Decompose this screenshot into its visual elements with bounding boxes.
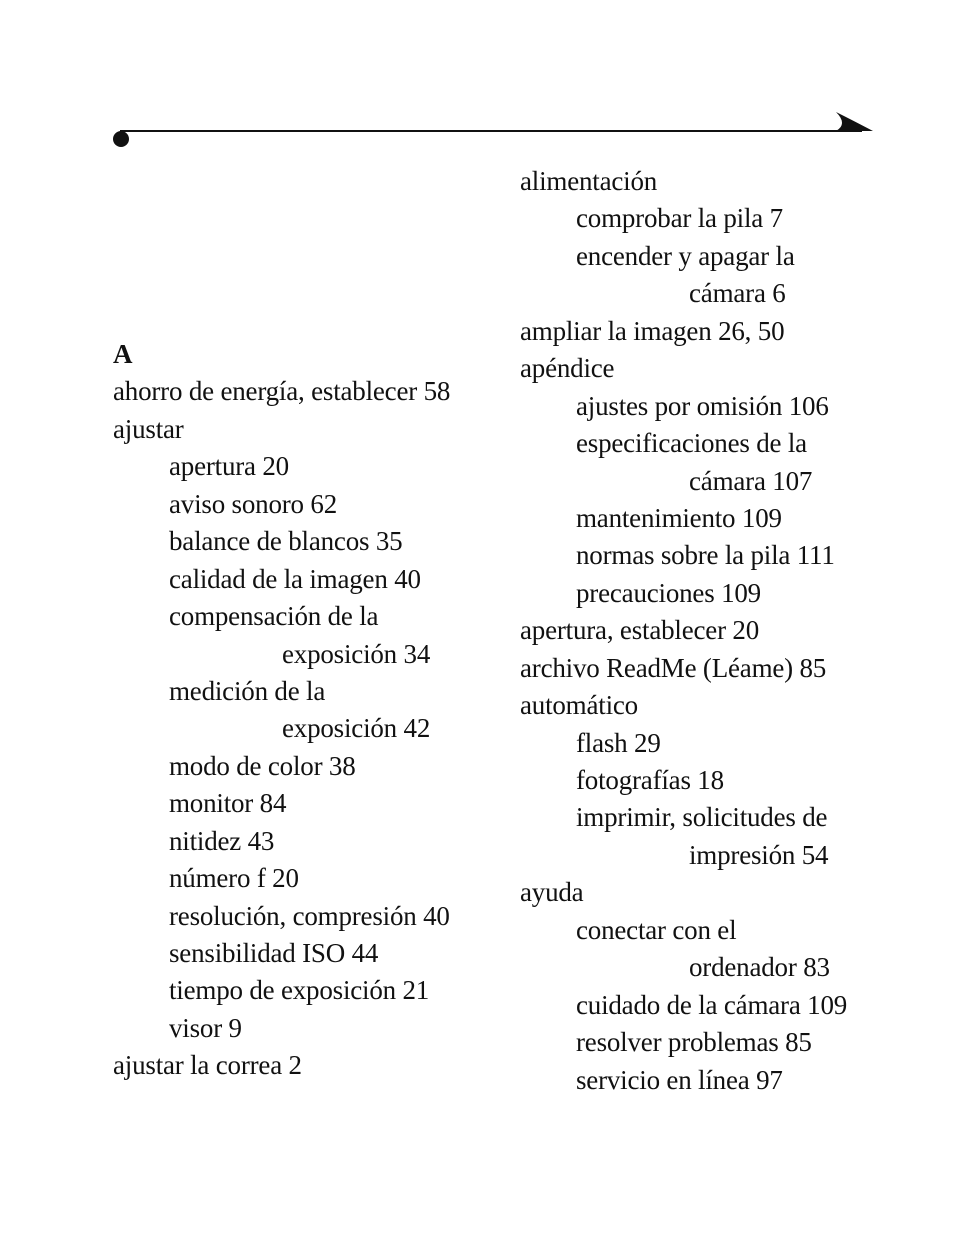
- index-entry-encender-y-apagar-la: encender y apagar la: [576, 240, 795, 271]
- index-entry-ajustar: ajustar: [113, 413, 184, 444]
- header-rule: [0, 0, 954, 160]
- index-entry-ampliar-la-imagen-26-50: ampliar la imagen 26, 50: [520, 315, 785, 346]
- index-column-right: [520, 163, 847, 1099]
- index-entry-conectar-con-el: conectar con el: [576, 914, 737, 945]
- index-entry-cuidado-de-la-camara-109: cuidado de la cámara 109: [576, 989, 848, 1020]
- index-entry-ajustar-la-correa-2: ajustar la correa 2: [113, 1050, 302, 1081]
- index-entry-numero-f-20: número f 20: [169, 863, 299, 894]
- bullet-dot-icon: [113, 131, 129, 147]
- index-entry-apertura-establecer-20: apertura, establecer 20: [520, 615, 760, 646]
- index-entry-fotografias-18: fotografías 18: [576, 765, 724, 795]
- index-entry-aviso-sonoro-62: aviso sonoro 62: [169, 488, 337, 519]
- index-entry-precauciones-109: precauciones 109: [576, 577, 761, 608]
- index-entry-exposicion-34: exposición 34: [282, 638, 431, 669]
- index-entry-exposicion-42: exposición 42: [282, 713, 431, 744]
- index-letter-heading: A: [113, 339, 133, 369]
- index-entry-nitidez-43: nitidez 43: [169, 825, 275, 856]
- index-entry-ahorro-de-energia-establecer-58: ahorro de energía, establecer 58: [113, 376, 451, 407]
- index-entry-automatico: automático: [520, 690, 638, 721]
- index-entry-especificaciones-de-la: especificaciones de la: [576, 428, 807, 459]
- index-entry-apertura-20: apertura 20: [169, 451, 289, 482]
- index-entry-servicio-en-linea-97: servicio en línea 97: [576, 1064, 783, 1095]
- index-entry-impresion-54: impresión 54: [689, 839, 829, 870]
- index-entry-medicion-de-la: medición de la: [169, 675, 326, 706]
- index-entry-comprobar-la-pila-7: comprobar la pila 7: [576, 203, 783, 234]
- index-entry-imprimir-solicitudes-de: imprimir, solicitudes de: [576, 802, 828, 833]
- index-entry-monitor-84: monitor 84: [169, 788, 287, 819]
- index-entry-visor-9: visor 9: [169, 1012, 242, 1043]
- index-entry-calidad-de-la-imagen-40: calidad de la imagen 40: [169, 563, 421, 594]
- index-entry-resolucion-compresion-40: resolución, compresión 40: [169, 900, 450, 931]
- index-entry-ajustes-por-omision-106: ajustes por omisión 106: [576, 390, 829, 421]
- index-entry-alimentacion: alimentación: [520, 166, 658, 196]
- index-entry-flash-29: flash 29: [576, 727, 661, 758]
- arrowhead-icon: [836, 112, 873, 131]
- index-entry-compensacion-de-la: compensación de la: [169, 601, 379, 632]
- index-entry-archivo-readme-leame-85: archivo ReadMe (Léame) 85: [520, 652, 827, 683]
- index-entry-ordenador-83: ordenador 83: [689, 952, 830, 983]
- index-entry-ayuda: ayuda: [520, 877, 584, 908]
- index-entry-camara-107: cámara 107: [689, 465, 813, 496]
- index-entry-sensibilidad-iso-44: sensibilidad ISO 44: [169, 938, 379, 968]
- index-entry-resolver-problemas-85: resolver problemas 85: [576, 1027, 812, 1058]
- index-column-left: [113, 336, 450, 1085]
- index-entry-camara-6: cámara 6: [689, 278, 786, 309]
- index-entry-tiempo-de-exposicion-21: tiempo de exposición 21: [169, 975, 430, 1006]
- index-entry-mantenimiento-109: mantenimiento 109: [576, 502, 782, 533]
- index-entry-apendice: apéndice: [520, 353, 615, 384]
- index-entry-normas-sobre-la-pila-111: normas sobre la pila 111: [576, 540, 835, 571]
- index-entry-modo-de-color-38: modo de color 38: [169, 750, 356, 781]
- index-entry-balance-de-blancos-35: balance de blancos 35: [169, 526, 403, 557]
